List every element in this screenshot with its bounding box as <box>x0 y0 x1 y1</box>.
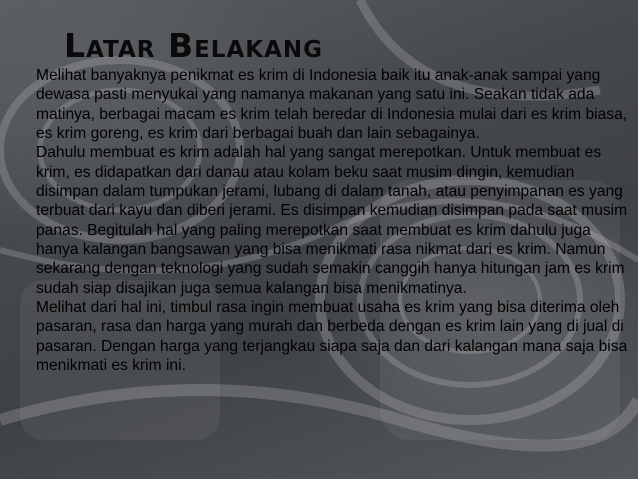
paragraph: Melihat dari hal ini, timbul rasa ingin membuat usaha es krim yang bisa diterima oleh pasaran, rasa dan harga yang murah dan berbeda dengan es krim lain yang di jual di pasaran. Dengan harga yang terjangkau siapa saja dan dari kalangan mana saja bisa menikmati es krim ini. <box>36 299 628 375</box>
paragraph: Dahulu membuat es krim adalah hal yang sangat merepotkan. Untuk membuat es krim, es didapatkan dari danau atau kolam beku saat musim dingin, kemudian disimpan dalam tumpukan jerami, lubang di dalam tanah, atau penyimpanan es yang terbuat dari kayu dan diberi jerami. Es disimpan kemudian disimpan pada saat musim panas. Begitulah hal yang paling merepotkan saat membuat es krim dahulu juga hanya kalangan bangsawan yang bisa menikmati rasa nikmat dari es krim. Namun sekarang dengan teknologi yang sudah semakin canggih hanya hitungan jam es krim sudah siap disajikan juga semua kalangan bisa menikmatinya. <box>36 144 628 297</box>
paragraph: Melihat banyaknya penikmat es krim di Indonesia baik itu anak-anak sampai yang dewasa pasti menyukai yang namanya makanan yang satu ini. Seakan tidak ada matinya, berbagai macam es krim telah beredar di Indonesia mulai dari es krim biasa, es krim goreng, es krim dari berbagai buah dan lain sebagainya. <box>36 67 628 143</box>
slide-body <box>36 66 631 376</box>
slide-title: Latar Belakang <box>64 26 324 65</box>
